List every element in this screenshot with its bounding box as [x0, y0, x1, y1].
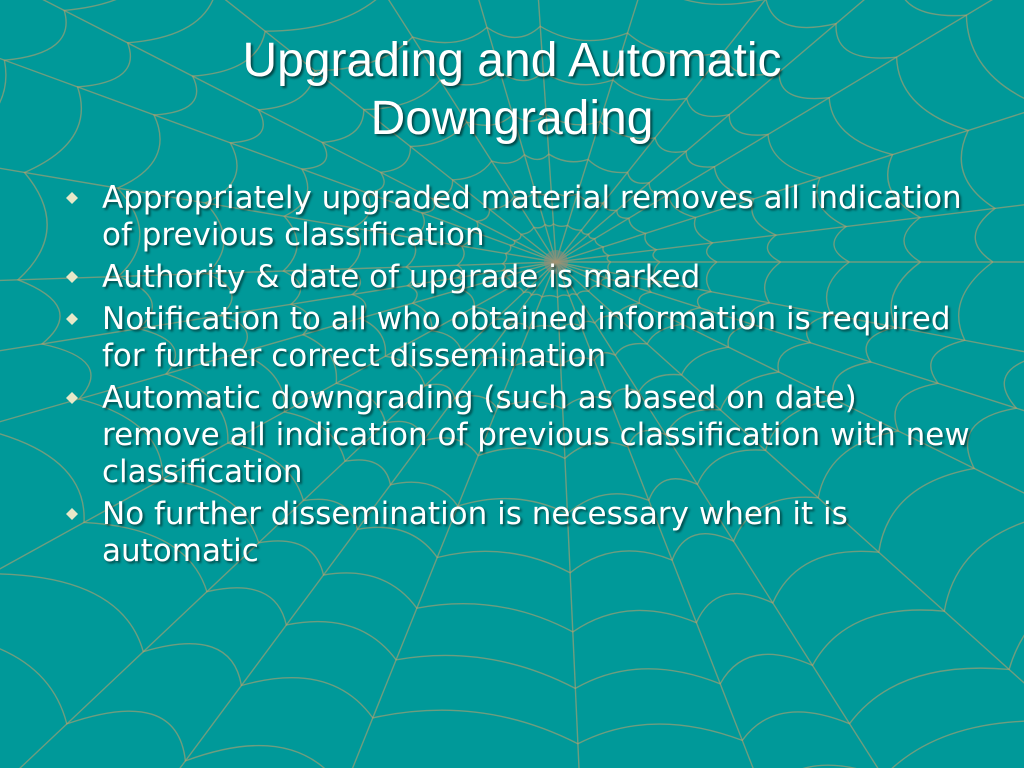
bullet-text: Appropriately upgraded material removes all indication of previous classification [102, 180, 962, 253]
diamond-bullet-icon [66, 392, 78, 404]
bullet-text: No further dissemination is necessary when it is automatic [102, 496, 848, 569]
diamond-bullet-icon [66, 508, 78, 520]
bullet-item [62, 180, 982, 254]
diamond-bullet-icon [66, 313, 78, 325]
bullet-item [62, 301, 982, 375]
diamond-bullet-icon [66, 271, 78, 283]
slide-title-line-1: Upgrading and Automatic [242, 34, 782, 87]
bullet-item [62, 496, 982, 570]
diamond-bullet-icon [66, 192, 78, 204]
bullet-text: Notification to all who obtained information is required for further correct dissemination [102, 301, 951, 374]
slide-title-line-2: Downgrading [370, 92, 654, 145]
bullet-text: Authority & date of upgrade is marked [102, 259, 701, 295]
bullet-list [62, 180, 982, 575]
bullet-item [62, 259, 982, 296]
bullet-item [62, 380, 982, 491]
bullet-text: Automatic downgrading (such as based on date) remove all indication of previous classification with new classification [102, 380, 970, 490]
slide-title [112, 32, 912, 148]
